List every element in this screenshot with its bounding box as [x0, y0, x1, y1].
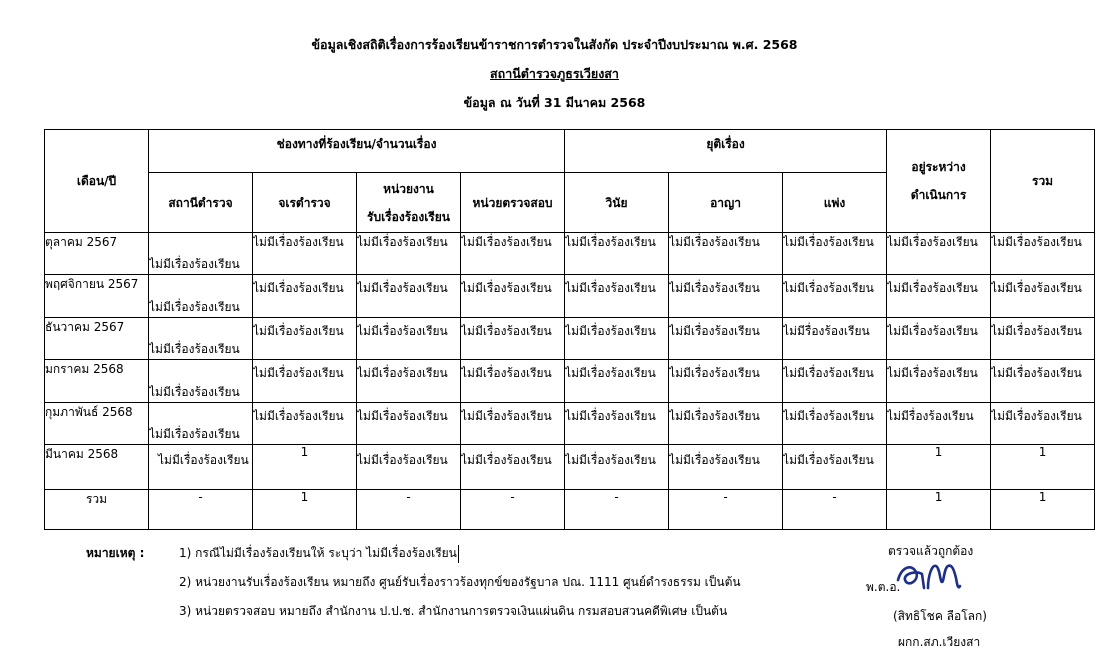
sub-civil-header: แพ่ง — [783, 173, 887, 233]
table-row — [45, 445, 1095, 489]
table-row — [45, 402, 1095, 444]
month-cell: มกราคม 2568 — [45, 360, 149, 402]
table-cell: ไม่มีเรื่องร้องเรียน — [887, 275, 991, 317]
signer-position: ผกก.สภ.เวียงสา — [898, 635, 981, 649]
table-cell: ไม่มีเรื่องร้องเรียน — [461, 402, 565, 444]
sub-discipline-header: วินัย — [565, 173, 669, 233]
table-cell: ไม่มีเรื่องร้องเรียน — [253, 233, 357, 275]
total-cell: - — [149, 489, 253, 529]
total-cell: - — [461, 489, 565, 529]
col-total-header: รวม — [991, 130, 1095, 233]
table-cell: ไม่มีเรื่องร้องเรียน — [357, 317, 461, 359]
notes-label: หมายเหตุ : — [86, 546, 145, 560]
sub-station-header: สถานีตำรวจ — [149, 173, 253, 233]
total-cell: 1 — [253, 489, 357, 529]
table-row — [45, 317, 1095, 359]
table-cell: ไม่มีเรื่องร้องเรียน — [253, 275, 357, 317]
table-cell: ไม่มีเรื่องร้องเรียน — [357, 445, 461, 489]
table-cell: ไม่มีเรื่องร้องเรียน — [357, 402, 461, 444]
table-cell: ไม่มีเรื่องร้องเรียน — [357, 275, 461, 317]
table-cell: ไม่มีเรื่องร้องเรียน — [669, 445, 783, 489]
table-cell: ไม่มีเรื่องร้องเรียน — [149, 445, 253, 489]
total-cell: 1 — [887, 489, 991, 529]
sub-criminal-header: อาญา — [669, 173, 783, 233]
total-cell: - — [357, 489, 461, 529]
rank-text: พ.ต.อ. — [866, 580, 901, 594]
signature-icon — [896, 558, 970, 594]
table-cell: ไม่มีเรื่องร้องเรียน — [783, 360, 887, 402]
table-cell: ไม่มีเรื่องร้องเรียน — [461, 317, 565, 359]
certified-text: ตรวจแล้วถูกต้อง — [888, 544, 974, 558]
table-row — [45, 275, 1095, 317]
table-cell: ไม่มีเรื่องร้องเรียน — [461, 445, 565, 489]
total-row — [45, 489, 1095, 529]
table-cell: ไม่มีเรื่องร้องเรียน — [565, 275, 669, 317]
sub-patrol-header: จเรตำรวจ — [253, 173, 357, 233]
table-cell: ไม่มีเรื่องร้องเรียน — [669, 402, 783, 444]
table-cell: ไม่มีเรื่องร้องเรียน — [253, 317, 357, 359]
table-cell: ไม่มีเรื่องร้องเรียน — [253, 360, 357, 402]
table-cell: ไม่มีเรื่องร้องเรียน — [565, 402, 669, 444]
report-header — [0, 34, 1109, 121]
table-cell: ไม่มีเรื่องร้องเรียน — [887, 317, 991, 359]
table-cell: ไม่มีเรื่องร้องเรียน — [357, 233, 461, 275]
table-cell: ไม่มีเรื่องร้องเรียน — [461, 233, 565, 275]
sub-audit-header: หน่วยตรวจสอบ — [461, 173, 565, 233]
table-cell: ไม่มีเรื่องร้องเรียน — [565, 317, 669, 359]
signer-name: (สิทธิโชค ลือโลก) — [893, 609, 987, 623]
table-cell: ไม่มีเรื่องร้องเรียน — [149, 275, 253, 317]
table-cell: ไม่มีเรื่องร้องเรียน — [357, 360, 461, 402]
total-cell: - — [565, 489, 669, 529]
total-cell: - — [669, 489, 783, 529]
note-item: 2) หน่วยงานรับเรื่องร้องเรียน หมายถึง ศูนย์รับเรื่องราวร้องทุกข์ของรัฐบาล ปณ. 1111 ศูนย์ดำรงธรรม เป็นต้น — [179, 575, 741, 589]
total-label: รวม — [45, 489, 149, 529]
table-cell: ไม่มีเรื่องร้องเรียน — [783, 402, 887, 444]
month-cell: มีนาคม 2568 — [45, 445, 149, 489]
table-cell: ไม่มีเรื่องร้องเรียน — [669, 317, 783, 359]
month-cell: ธันวาคม 2567 — [45, 317, 149, 359]
table-cell: ไม่มีเรื่องร้องเรียน — [783, 445, 887, 489]
total-cell: - — [783, 489, 887, 529]
table-cell: ไม่มีเรื่องร้องเรียน — [565, 233, 669, 275]
month-cell: พฤศจิกายน 2567 — [45, 275, 149, 317]
table-cell: 1 — [991, 445, 1095, 489]
table-cell: ไม่มีเรื่องร้องเรียน — [991, 317, 1095, 359]
table-cell: ไม่มีเรื่องร้องเรียน — [461, 275, 565, 317]
table-cell: ไม่มีเรื่องร้องเรียน — [783, 233, 887, 275]
table-cell: ไม่มีเรื่องร้องเรียน — [149, 233, 253, 275]
table-row — [45, 233, 1095, 275]
table-cell: ไม่มีเรื่องร้องเรียน — [149, 402, 253, 444]
month-cell: ตุลาคม 2567 — [45, 233, 149, 275]
col-in-progress-header: อยู่ระหว่าง ดำเนินการ — [887, 130, 991, 233]
table-cell: ไม่มีเรื่องร้องเรียน — [887, 360, 991, 402]
table-cell: ไม่มีเรื่องร้องเรียน — [669, 360, 783, 402]
table-cell: 1 — [887, 445, 991, 489]
table-cell: ไม่มีเรื่องร้องเรียน — [783, 275, 887, 317]
note-item: 3) หน่วยตรวจสอบ หมายถึง สำนักงาน ป.ป.ช. สำนักงานการตรวจเงินแผ่นดิน กรมสอบสวนคดีพิเศษ เป็นต้น — [179, 604, 728, 618]
group-channels-header: ช่องทางที่ร้องเรียน/จำนวนเรื่อง — [149, 130, 565, 173]
table-cell: ไม่มีเรื่องร้องเรียน — [565, 360, 669, 402]
table-cell: ไม่มีรื่องร้องเรียน — [887, 402, 991, 444]
station-name: สถานีตำรวจภูธรเวียงสา — [490, 66, 619, 81]
table-cell: ไม่มีเรื่องร้องเรียน — [669, 233, 783, 275]
group-resolved-header: ยุติเรื่อง — [565, 130, 887, 173]
table-cell: 1 — [253, 445, 357, 489]
table-cell: ไม่มีเรื่องร้องเรียน — [461, 360, 565, 402]
table-cell: ไม่มีเรื่องร้องเรียน — [991, 402, 1095, 444]
table-cell: ไม่มีเรื่องร้องเรียน — [887, 233, 991, 275]
complaint-statistics-table — [44, 129, 1095, 530]
table-cell: ไม่มีเรื่องร้องเรียน — [669, 275, 783, 317]
table-cell: ไม่มีเรื่องร้องเรียน — [149, 317, 253, 359]
month-cell: กุมภาพันธ์ 2568 — [45, 402, 149, 444]
table-cell: ไม่มีเรื่องร้องเรียน — [253, 402, 357, 444]
table-cell: ไม่มีรื่องร้องเรียน — [783, 317, 887, 359]
total-cell: 1 — [991, 489, 1095, 529]
table-cell: ไม่มีเรื่องร้องเรียน — [991, 360, 1095, 402]
note-item: 1) กรณีไม่มีเรื่องร้องเรียนให้ ระบุว่า ไม่มีเรื่องร้องเรียน — [179, 544, 459, 563]
text-cursor — [458, 545, 459, 563]
table-cell: ไม่มีเรื่องร้องเรียน — [991, 233, 1095, 275]
report-date: ข้อมูล ณ วันที่ 31 มีนาคม 2568 — [463, 95, 646, 110]
table-cell: ไม่มีเรื่องร้องเรียน — [991, 275, 1095, 317]
table-row — [45, 360, 1095, 402]
col-month-header: เดือน/ปี — [45, 130, 149, 233]
sub-agency-header: หน่วยงาน รับเรื่องร้องเรียน — [357, 173, 461, 233]
table-cell: ไม่มีเรื่องร้องเรียน — [565, 445, 669, 489]
report-title: ข้อมูลเชิงสถิติเรื่องการร้องเรียนข้าราชการตำรวจในสังกัด ประจำปีงบประมาณ พ.ศ. 2568 — [311, 37, 798, 52]
table-cell: ไม่มีเรื่องร้องเรียน — [149, 360, 253, 402]
